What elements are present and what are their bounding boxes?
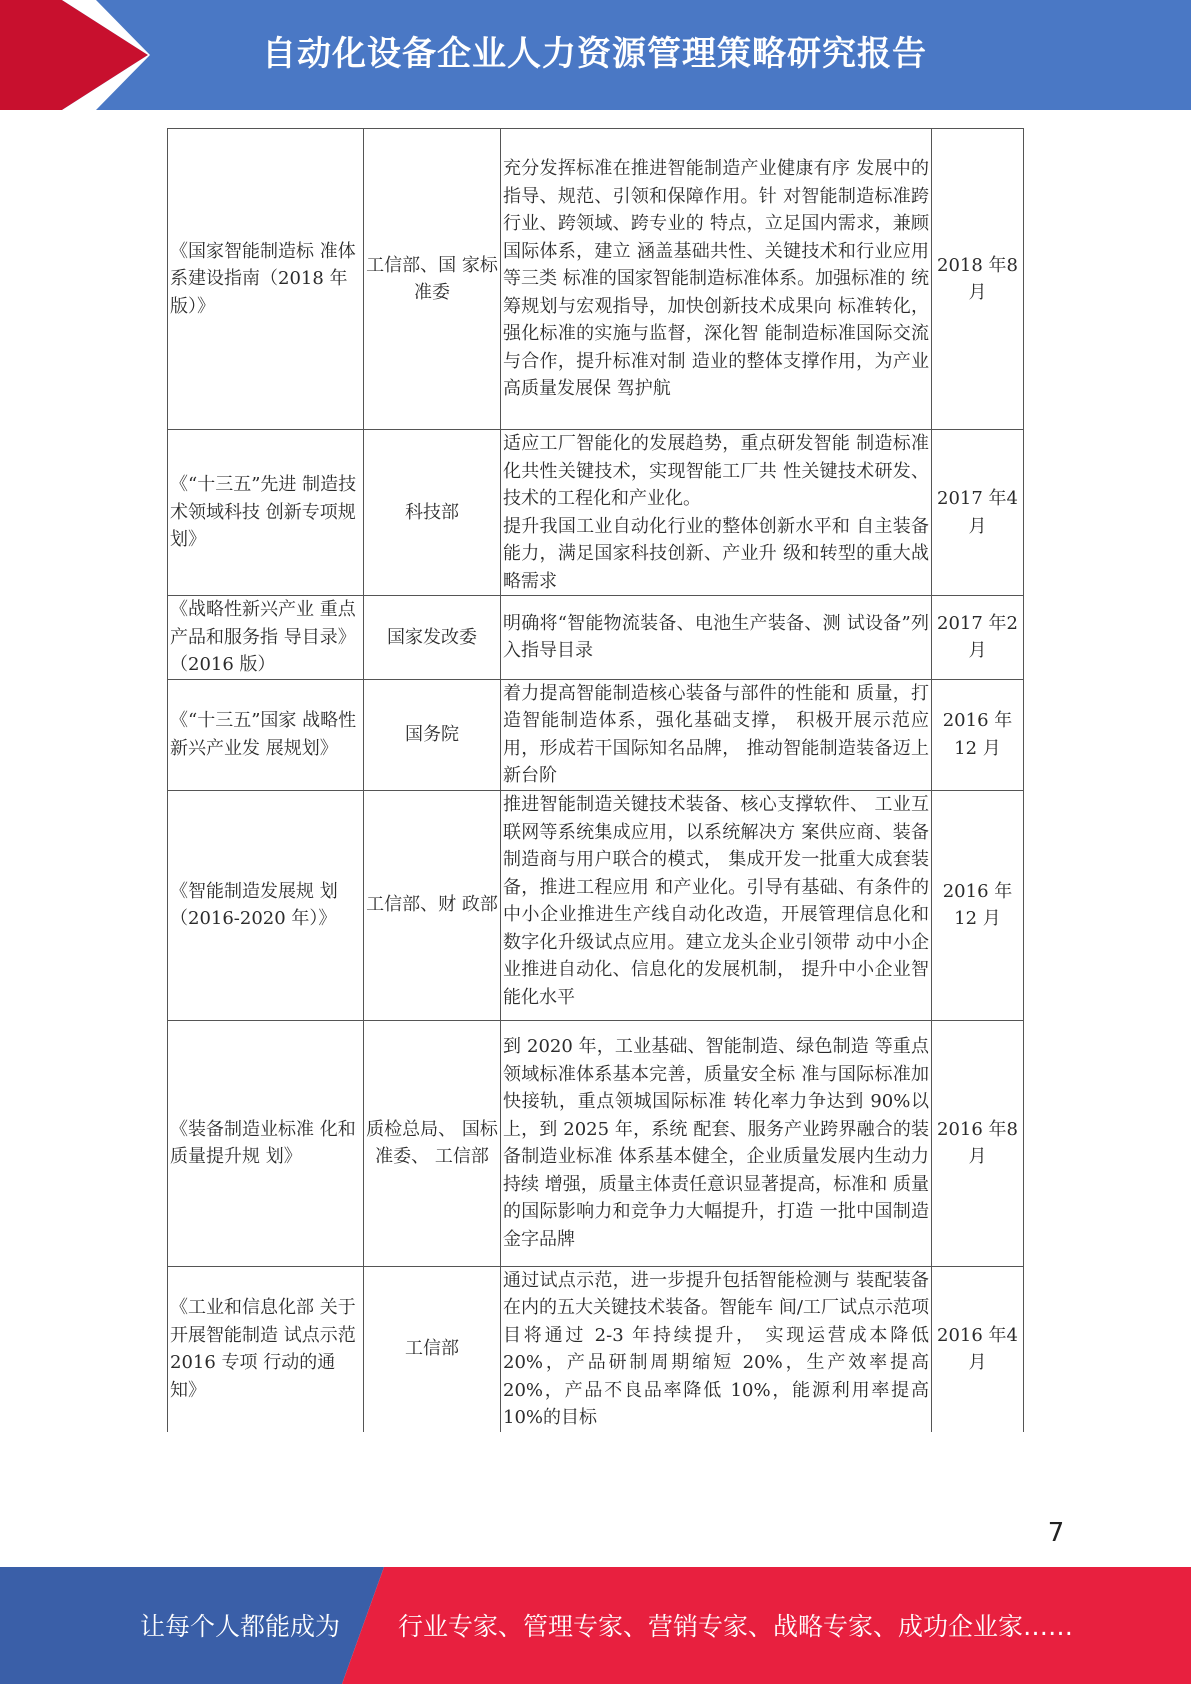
department-cell: 工信部、国 家标准委 (364, 129, 501, 430)
report-title: 自动化设备企业人力资源管理策略研究报告 (262, 34, 927, 74)
table-row (168, 790, 1024, 1020)
content-cell: 适应工厂智能化的发展趋势，重点研发智能 制造标准化共性关键技术，实现智能工厂共 性关键技术研发、技术的工程化和产业化。 提升我国工业自动化行业的整体创新水平和 自主装备能力，满足国家科技创新、产业升 级和转型的重大战略需求 (501, 430, 932, 596)
page-header (0, 0, 1191, 110)
policy-name-cell: 《战略性新兴产业 重点产品和服务指 导目录》（2016 版） (168, 596, 364, 680)
policy-name-cell: 《国家智能制造标 准体系建设指南（2018 年版）》 (168, 129, 364, 430)
content-cell: 明确将“智能物流装备、电池生产装备、测 试设备”列入指导目录 (501, 596, 932, 680)
footer-slogan-right: 行业专家、管理专家、营销专家、战略专家、成功企业家…… (398, 1612, 1074, 1641)
date-cell: 2018 年8 月 (932, 129, 1024, 430)
footer-slogan-left: 让每个人都能成为 (140, 1612, 341, 1641)
date-cell: 2016 年12 月 (932, 790, 1024, 1020)
content-cell: 到 2020 年，工业基础、智能制造、绿色制造 等重点领域标准体系基本完善，质量安全标 准与国际标准加快接轨，重点领城国际标准 转化率力争达到 90%以上，到 2025 年，系统 配套、服务产业跨界融合的装备制造业标准 体系基本健全，企业质量发展内生动力持续 增强，质量主体责任意识显著提高，标准和 质量的国际影响力和竞争力大幅提升，打造 一批中国制造金字品牌 (501, 1020, 932, 1266)
policy-table-container (167, 128, 1023, 1432)
page-footer (0, 1567, 1191, 1684)
date-cell: 2016 年8 月 (932, 1020, 1024, 1266)
page-number: 7 (1047, 1518, 1065, 1548)
policy-name-cell: 《工业和信息化部 关于开展智能制造 试点示范 2016 专项 行动的通知》 (168, 1266, 364, 1432)
department-cell: 国家发改委 (364, 596, 501, 680)
department-cell: 工信部、财 政部 (364, 790, 501, 1020)
department-cell: 科技部 (364, 430, 501, 596)
table-row (168, 679, 1024, 790)
content-cell: 通过试点示范，进一步提升包括智能检测与 装配装备在内的五大关键技术装备。智能车 间/工厂试点示范项目将通过 2-3 年持续提升， 实现运营成本降低 20%，产品研制周期缩短 20%，生产效率提高 20%，产品不良品率降低 10%，能源利用率提高 10%的目标 (501, 1266, 932, 1432)
table-row (168, 596, 1024, 680)
policy-name-cell: 《智能制造发展规 划（2016-2020 年）》 (168, 790, 364, 1020)
date-cell: 2016 年4 月 (932, 1266, 1024, 1432)
table-row (168, 430, 1024, 596)
policy-table (167, 128, 1024, 1432)
content-cell: 着力提高智能制造核心装备与部件的性能和 质量，打造智能制造体系，强化基础支撑， 积极开展示范应用，形成若干国际知名品牌， 推动智能制造装备迈上新台阶 (501, 679, 932, 790)
policy-name-cell: 《“十三五”国家 战略性新兴产业发 展规划》 (168, 679, 364, 790)
policy-name-cell: 《“十三五”先进 制造技术领域科技 创新专项规划》 (168, 430, 364, 596)
table-row (168, 129, 1024, 430)
content-cell (501, 790, 932, 1020)
policy-name-cell: 《装备制造业标准 化和质量提升规 划》 (168, 1020, 364, 1266)
department-cell: 质检总局、 国标准委、 工信部 (364, 1020, 501, 1266)
table-row (168, 1020, 1024, 1266)
content-text: 推进智能制造关键技术装备、核心支撑软件、 工业互联网等系统集成应用，以系统解决方 案供应商、装备制造商与用户联合的模式， 集成开发一批重大成套装备，推进工程应用 和产业化。引导有基础、有条件的中小企业推进生产线自动化改造，开展管理信息化和 数字化升级试点应用。建立龙头企业引领带 动中小企业推进自动化、信息化的发展机制， 提升中小企业智能化水平 (503, 794, 929, 1008)
department-cell: 国务院 (364, 679, 501, 790)
date-cell: 2017 年2 月 (932, 596, 1024, 680)
content-cell: 充分发挥标准在推进智能制造产业健康有序 发展中的指导、规范、引领和保障作用。针 对智能制造标准跨行业、跨领域、跨专业的 特点，立足国内需求，兼顾国际体系，建立 涵盖基础共性、关键技术和行业应用等三类 标准的国家智能制造标准体系。加强标准的 统筹规划与宏观指导，加快创新技术成果向 标准转化，强化标准的实施与监督，深化智 能制造标准国际交流与合作，提升标准对制 造业的整体支撑作用，为产业高质量发展保 驾护航 (501, 129, 932, 430)
department-cell: 工信部 (364, 1266, 501, 1432)
date-cell: 2016 年12 月 (932, 679, 1024, 790)
table-row (168, 1266, 1024, 1432)
date-cell: 2017 年4 月 (932, 430, 1024, 596)
